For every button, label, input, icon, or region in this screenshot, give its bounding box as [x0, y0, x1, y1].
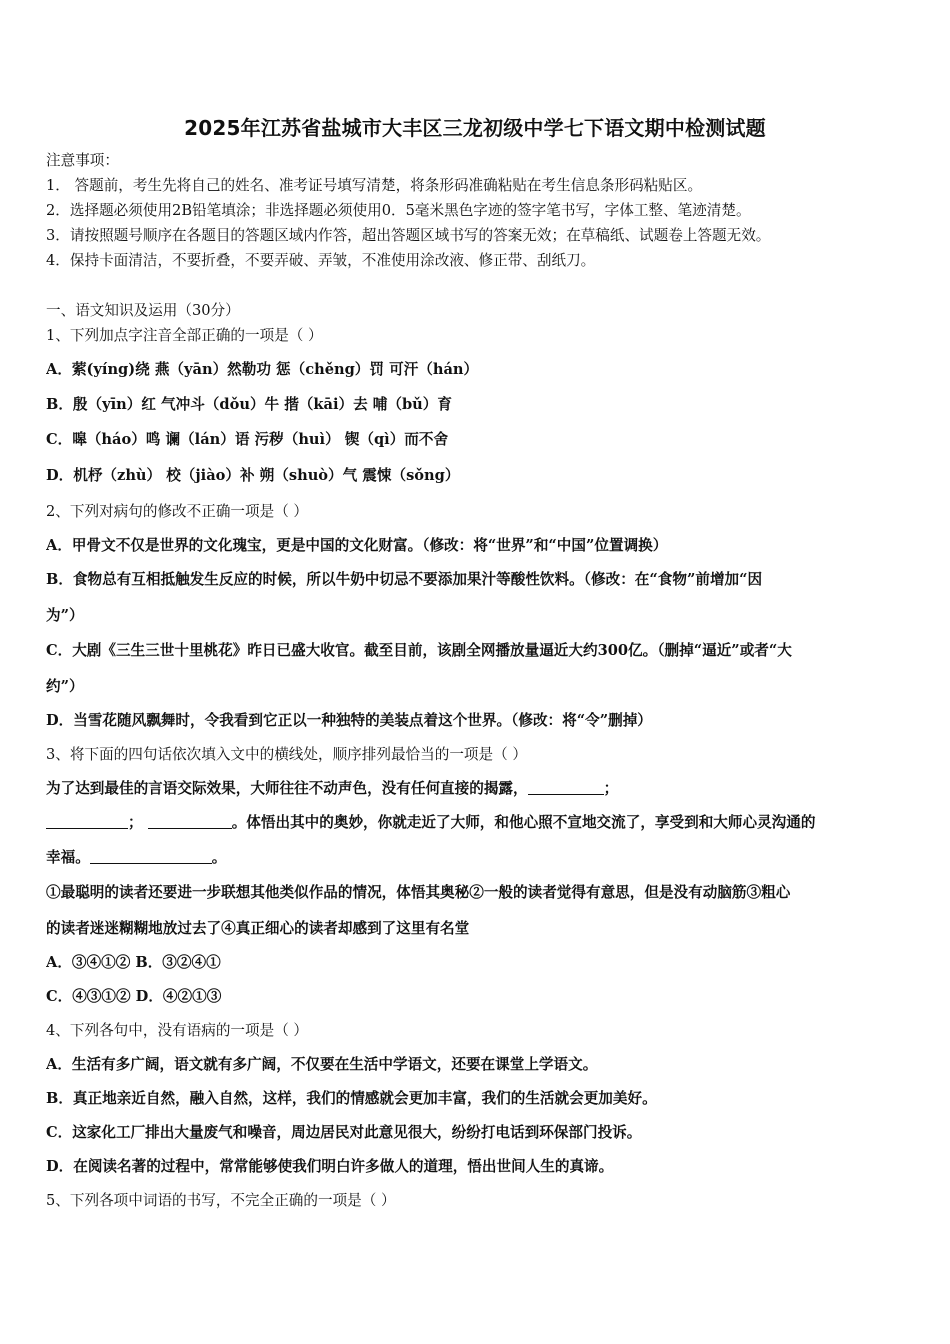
notice-item-1: 1． 答题前，考生先将自己的姓名、准考证号填写清楚，将条形码准确粘贴在考生信息条形码粘贴区。	[46, 177, 703, 194]
notice-item-4: 4．保持卡面清洁，不要折叠，不要弄破、弄皱，不准使用涂改液、修正带、刮纸刀。	[46, 252, 596, 269]
q4-option-b: B．真正地亲近自然，融入自然，这样，我们的情感就会更加丰富，我们的生活就会更加美好。	[46, 1090, 657, 1107]
q1-stem: 1、下列加点字注音全部正确的一项是（ ）	[46, 327, 323, 344]
q2-option-b-line2: 为”）	[46, 607, 84, 624]
q3-sentences-line2: 的读者迷迷糊糊地放过去了④真正细心的读者却感到了这里有名堂	[46, 920, 470, 937]
q3-passage-line1	[46, 779, 912, 799]
q3-passage-sep2: ；	[128, 814, 143, 831]
q2-stem: 2、下列对病句的修改不正确一项是（ ）	[46, 503, 309, 520]
q4-option-a: A．生活有多广阔，语文就有多广阔，不仅要在生活中学语文，还要在课堂上学语文。	[46, 1056, 598, 1073]
q1-option-c: C．嗥（háo）鸣 谰（lán）语 污秽（huì） 锲（qì）而不舍	[46, 431, 449, 448]
q3-stem: 3、将下面的四句话依次填入文中的横线处，顺序排列最恰当的一项是（ ）	[46, 746, 527, 763]
notice-item-3: 3．请按照题号顺序在各题目的答题区域内作答，超出答题区域书写的答案无效；在草稿纸、试题卷上答题无效。	[46, 227, 771, 244]
fill-blank-1	[528, 780, 604, 795]
q3-passage-text2: 。体悟出其中的奥妙，你就走近了大师，和他心照不宣地交流了，享受到和大师心灵沟通的	[231, 814, 816, 831]
notice-item-2: 2．选择题必须使用2B铅笔填涂；非选择题必须使用0．5毫米黑色字迹的签字笔书写，字体工整、笔迹清楚。	[46, 202, 751, 219]
q2-option-c-line1: C．大剧《三生三世十里桃花》昨日已盛大收官。截至目前，该剧全网播放量逼近大约300亿。（删掉“逼近”或者“大	[46, 642, 792, 659]
section-heading: 一、语文知识及运用（30分）	[46, 302, 240, 319]
q2-option-b-line1: B．食物总有互相抵触发生反应的时候，所以牛奶中切忌不要添加果汁等酸性饮料。（修改：在“食物”前增加“因	[46, 571, 763, 588]
exam-title: 2025年江苏省盐城市大丰区三龙初级中学七下语文期中检测试题	[184, 116, 766, 140]
q3-passage-line2	[46, 813, 912, 833]
q3-passage-text1: 为了达到最佳的言语交际效果，大师往往不动声色，没有任何直接的揭露，	[46, 780, 528, 797]
q2-option-d: D．当雪花随风飘舞时，令我看到它正以一种独特的美装点着这个世界。（修改：将“令”删掉）	[46, 712, 652, 729]
q1-option-d: D．机杼（zhù） 校（jiào）补 朔（shuò）气 震悚（sǒng）	[46, 467, 460, 484]
q1-option-a: A．萦(yíng)绕 燕（yān）然勒功 惩（chěng）罚 可汗（hán）	[46, 361, 479, 378]
q4-option-c: C．这家化工厂排出大量废气和噪音，周边居民对此意见很大，纷纷打电话到环保部门投诉。	[46, 1124, 642, 1141]
q3-passage-line3	[46, 848, 912, 868]
q2-option-c-line2: 约”）	[46, 678, 84, 695]
q3-passage-text3: 幸福。	[46, 849, 90, 866]
fill-blank-2	[46, 814, 128, 829]
q3-options-cd: C．④③①② D．④②①③	[46, 988, 222, 1005]
q3-passage-end: 。	[211, 849, 227, 866]
q1-option-b: B．殷（yīn）红 气冲斗（dǒu）牛 揩（kāi）去 哺（bǔ）育	[46, 396, 452, 413]
q3-passage-sep1: ；	[603, 780, 619, 797]
q3-options-ab: A．③④①② B．③②④①	[46, 954, 221, 971]
notice-heading: 注意事项：	[46, 152, 119, 169]
fill-blank-4	[90, 849, 212, 864]
fill-blank-3	[148, 814, 232, 829]
q4-option-d: D．在阅读名著的过程中，常常能够使我们明白许多做人的道理，悟出世间人生的真谛。	[46, 1158, 614, 1175]
q3-sentences-line1: ①最聪明的读者还要进一步联想其他类似作品的情况，体悟其奥秘②一般的读者觉得有意思，但是没有动脑筋③粗心	[46, 884, 791, 901]
q5-stem: 5、下列各项中词语的书写，不完全正确的一项是（ ）	[46, 1192, 396, 1209]
q2-option-a: A．甲骨文不仅是世界的文化瑰宝，更是中国的文化财富。（修改：将“世界”和“中国”位置调换）	[46, 537, 668, 554]
q4-stem: 4、下列各句中，没有语病的一项是（ ）	[46, 1022, 309, 1039]
